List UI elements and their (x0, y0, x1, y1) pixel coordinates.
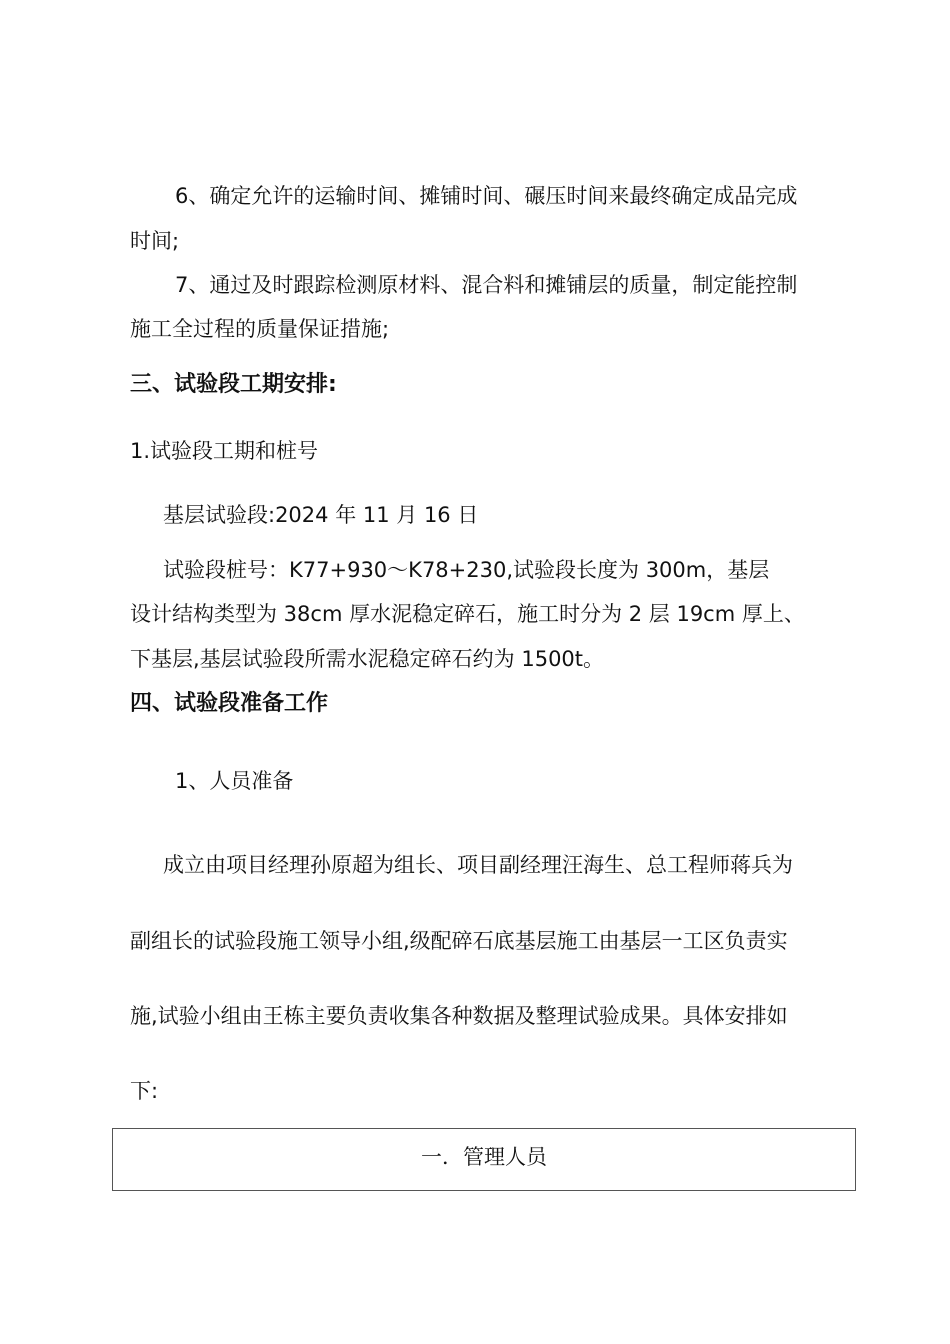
para-line4: 下: (130, 1079, 159, 1103)
para-line3: 施,试验小组由王栋主要负责收集各种数据及整理试验成果。具体安排如 (130, 1004, 788, 1028)
para-line2: 副组长的试验段施工领导小组,级配碎石底基层施工由基层一工区负责实 (130, 929, 788, 953)
stake-line3: 下基层,基层试验段所需水泥稳定碎石约为 1500t。 (130, 647, 605, 671)
item7-line2: 施工全过程的质量保证措施; (130, 317, 390, 341)
table-header-label: 一．管理人员 (421, 1145, 547, 1169)
item6-line2: 时间; (130, 229, 180, 253)
personnel-title: 1、人员准备 (175, 769, 294, 793)
sub1-title: 1.试验段工期和桩号 (130, 439, 319, 463)
stake-line1: 试验段桩号：K77+930～K78+230,试验段长度为 300m，基层 (163, 558, 770, 582)
para-line1: 成立由项目经理孙原超为组长、项目副经理汪海生、总工程师蒋兵为 (163, 853, 793, 877)
item7-line1: 7、通过及时跟踪检测原材料、混合料和摊铺层的质量，制定能控制 (175, 273, 798, 297)
section4-heading: 四、试验段准备工作 (130, 691, 329, 716)
item6-line1: 6、确定允许的运输时间、摊铺时间、碾压时间来最终确定成品完成 (175, 184, 798, 208)
base-date: 基层试验段:2024 年 11 月 16 日 (163, 503, 479, 527)
stake-line2: 设计结构类型为 38cm 厚水泥稳定碎石，施工时分为 2 层 19cm 厚上、 (130, 602, 805, 626)
section3-heading: 三、试验段工期安排: (130, 372, 337, 397)
table-header-box (112, 1128, 856, 1191)
